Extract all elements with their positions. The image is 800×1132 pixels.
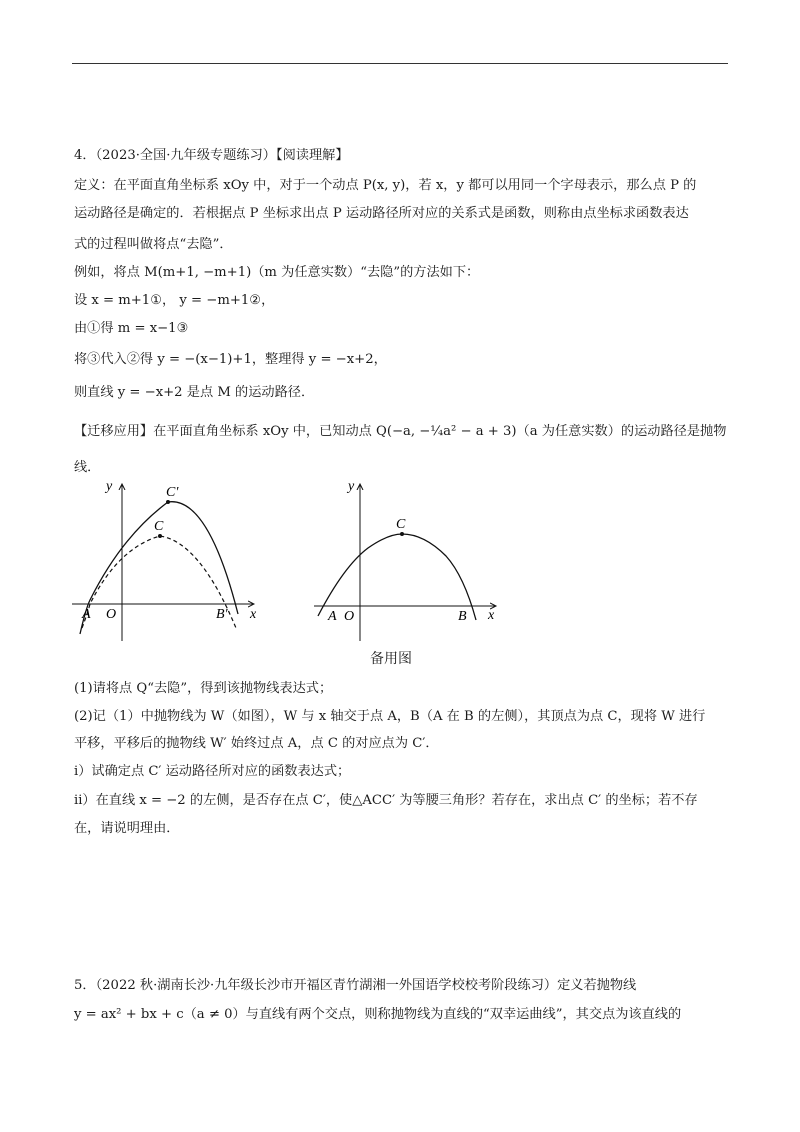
problem-4-header: 4．（2023·全国·九年级专题练习）【阅读理解】 xyxy=(74,148,349,163)
question-2-i: ⅰ）试确定点 C′ 运动路径所对应的函数表达式； xyxy=(74,764,351,779)
fig1-x-label: x xyxy=(250,607,257,622)
problem-4-line-6: 由①得 m = x−1③ xyxy=(74,321,189,336)
problem-4-line-7: 将③代入②得 y = −(x−1)+1，整理得 y = −x+2， xyxy=(74,352,387,367)
fig2-origin-label: O xyxy=(344,609,355,624)
problem-4-line-2: 运动路径是确定的．若根据点 P 坐标求出点 P 运动路径所对应的关系式是函数，则称由点坐标求函数表达 xyxy=(74,206,689,221)
top-rule xyxy=(72,63,728,64)
figures xyxy=(68,476,508,650)
question-2-line-2: 平移，平移后的抛物线 W′ 始终过点 A，点 C 的对应点为 C′． xyxy=(74,736,439,751)
problem-5-line-1: 5．（2022 秋·湖南长沙·九年级长沙市开福区青竹湖湘一外国语学校校考阶段练习）定义若抛物线 xyxy=(74,978,637,993)
problem-4-line-9: 【迁移应用】在平面直角坐标系 xOy 中，已知动点 Q(−a, −¼a² − a + 3)（a 为任意实数）的运动路径是抛物 xyxy=(74,424,727,439)
point-c-prime xyxy=(166,500,170,504)
fig1-b-label: B′ xyxy=(216,607,228,622)
fig1-c-label: C xyxy=(154,519,164,534)
problem-4-line-3: 式的过程叫做将点“去隐”． xyxy=(74,237,233,252)
fig1-c-prime-label: C′ xyxy=(166,485,179,500)
fig2-x-label: x xyxy=(488,608,495,623)
question-2-ii-line-2: 在，请说明理由． xyxy=(74,821,180,836)
figure-2 xyxy=(314,479,496,641)
problem-4-line-4: 例如，将点 M(m+1, −m+1)（m 为任意实数）“去隐”的方法如下： xyxy=(74,265,480,280)
fig2-c-label: C xyxy=(396,517,406,532)
fig2-a-label: A xyxy=(328,609,337,624)
fig1-y-label: y xyxy=(106,479,113,494)
question-2-ii-line-1: ⅱ）在直线 x = −2 的左侧，是否存在点 C′，使△ACC′ 为等腰三角形？若存在，求出点 C′ 的坐标；若不存 xyxy=(74,793,698,808)
figure-1 xyxy=(72,479,257,641)
fig1-origin-label: O xyxy=(106,607,117,622)
figure-caption: 备用图 xyxy=(370,651,412,667)
fig2-b-label: B xyxy=(458,609,467,624)
figure-diagrams xyxy=(68,476,508,646)
point-c xyxy=(158,534,162,538)
fig1-a-label: A xyxy=(82,607,91,622)
question-2-line-1: (2)记（1）中抛物线为 W（如图），W 与 x 轴交于点 A，B（A 在 B 的左侧），其顶点为点 C，现将 W 进行 xyxy=(74,709,706,724)
problem-4-line-10: 线． xyxy=(74,460,101,475)
point-c-2 xyxy=(400,532,404,536)
problem-5-line-2: y = ax² + bx + c（a ≠ 0）与直线有两个交点，则称抛物线为直线的“双幸运曲线”，其交点为该直线的 xyxy=(74,1007,682,1022)
question-1: (1)请将点 Q“去隐”，得到该抛物线表达式； xyxy=(74,681,333,696)
problem-4-line-1: 定义：在平面直角坐标系 xOy 中，对于一个动点 P(x, y)，若 x，y 都可以用同一个字母表示，那么点 P 的 xyxy=(74,178,697,193)
fig2-y-label: y xyxy=(348,479,355,494)
problem-4-line-8: 则直线 y = −x+2 是点 M 的运动路径． xyxy=(74,385,315,400)
problem-4-line-5: 设 x = m+1①， y = −m+1②， xyxy=(74,293,275,308)
